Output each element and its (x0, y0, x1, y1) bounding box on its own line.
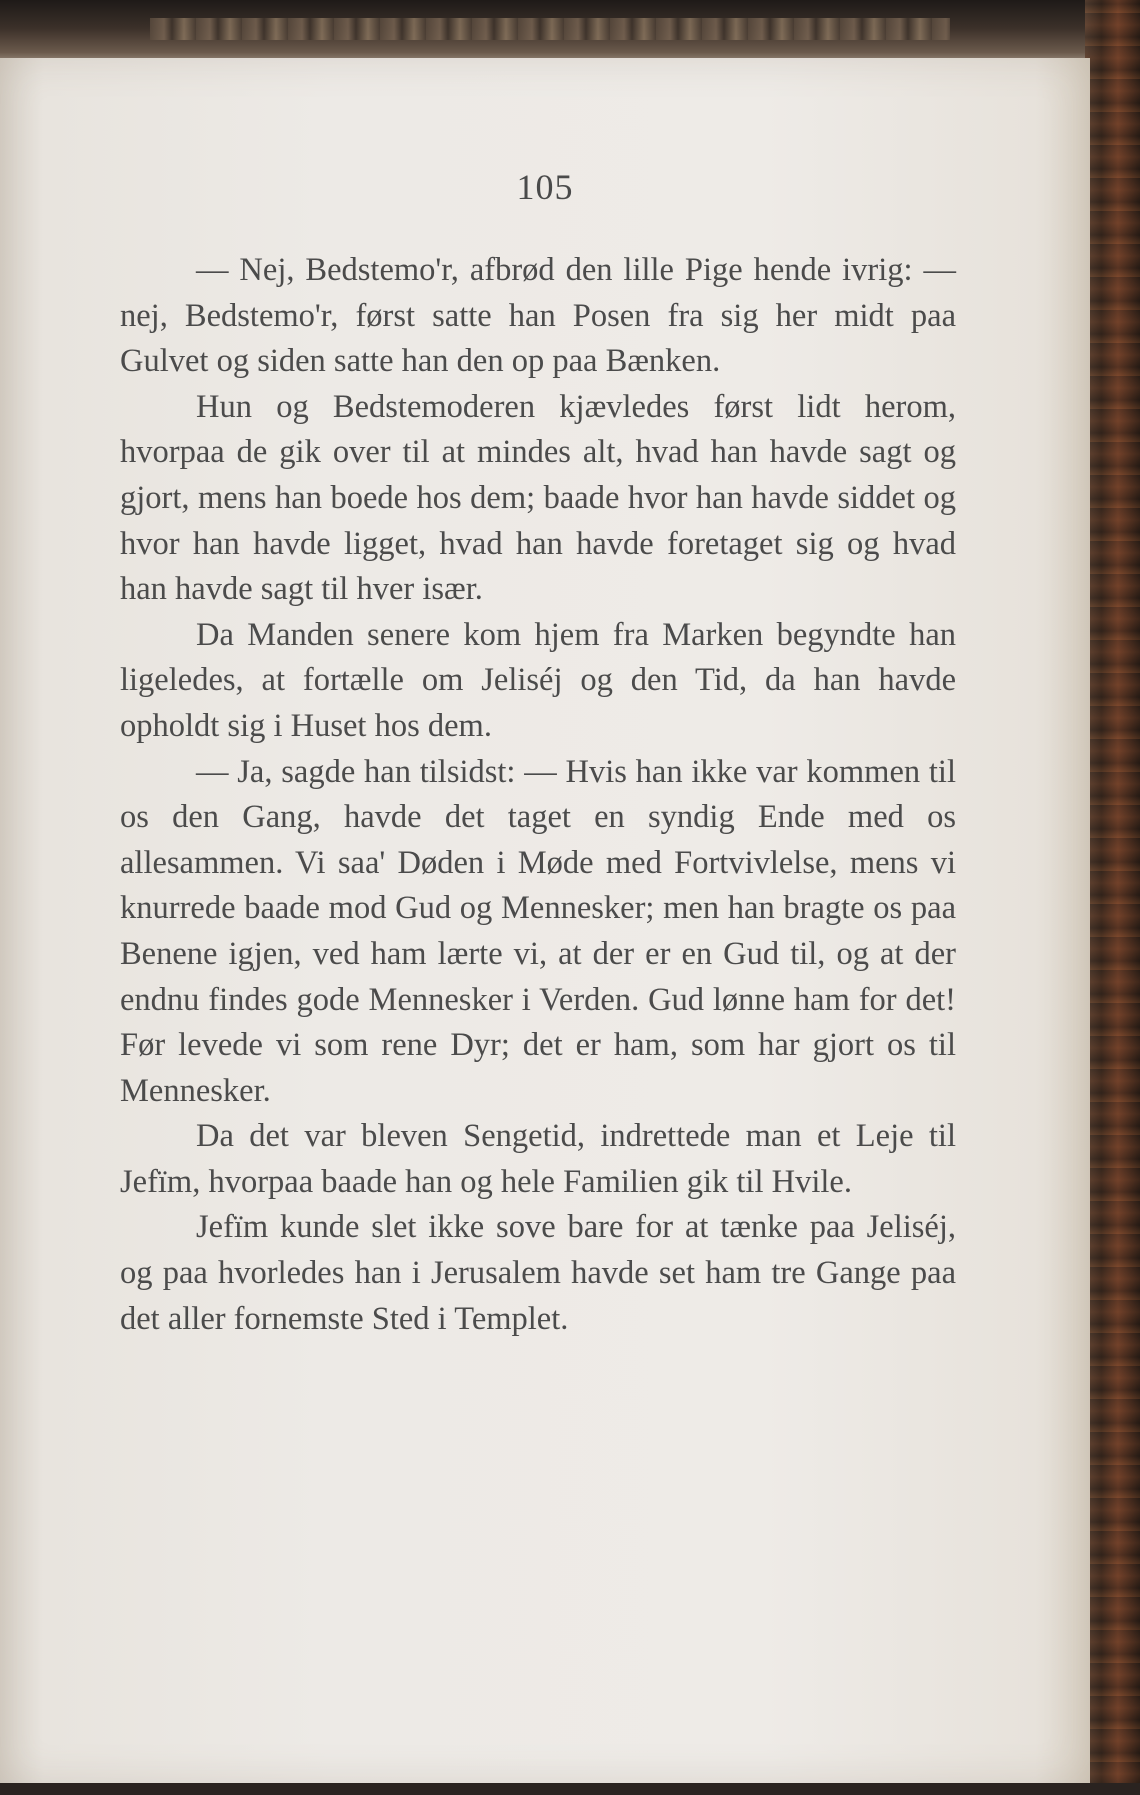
book-bottom-edge (0, 1783, 1140, 1795)
paragraph-1: — Nej, Bedstemo'r, afbrød den lille Pige hende ivrig: — nej, Bedstemo'r, først satte han Posen fra sig her midt paa Gulvet og siden satte han den op paa Bænken. (120, 252, 956, 380)
book-cover-band (150, 18, 950, 40)
page-number: 105 (516, 167, 574, 207)
body-text (120, 248, 956, 1342)
paragraph-2: Hun og Bedstemoderen kjævledes først lidt herom, hvorpaa de gik over til at mindes alt, hvad han havde sagt og gjort, mens han boede hos dem; baade hvor han havde siddet og hvor han havde ligget, hvad han havde foretaget sig og hvad han havde sagt til hver især. (120, 388, 956, 608)
book-spine-texture (1085, 0, 1140, 1795)
paragraph-5: Da det var bleven Sengetid, indrettede man et Leje til Jefïm, hvorpaa baade han og hele Familien gik til Hvile. (120, 1118, 956, 1200)
paragraph-4: — Ja, sagde han tilsidst: — Hvis han ikke var kommen til os den Gang, havde det taget en syndig Ende med os allesammen. Vi saa' Døden i Møde med Fortvivlelse, mens vi knurrede baade mod Gud og Mennesker; men han bragte os paa Benene igjen, ved ham lærte vi, at der er en Gud til, og at der endnu findes gode Mennesker i Verden. Gud lønne ham for det! Før levede vi som rene Dyr; det er ham, som har gjort os til Mennesker. (120, 753, 956, 1109)
book-page (0, 58, 1090, 1783)
paragraph-3: Da Manden senere kom hjem fra Marken begyndte han ligeledes, at fortælle om Jeliséj og den Tid, da han havde opholdt sig i Huset hos dem. (120, 616, 956, 744)
paragraph-6: Jefïm kunde slet ikke sove bare for at tænke paa Jeliséj, og paa hvorledes han i Jerusalem havde set ham tre Gange paa det aller fornemste Sted i Templet. (120, 1209, 956, 1337)
book-spine (1085, 0, 1140, 1795)
